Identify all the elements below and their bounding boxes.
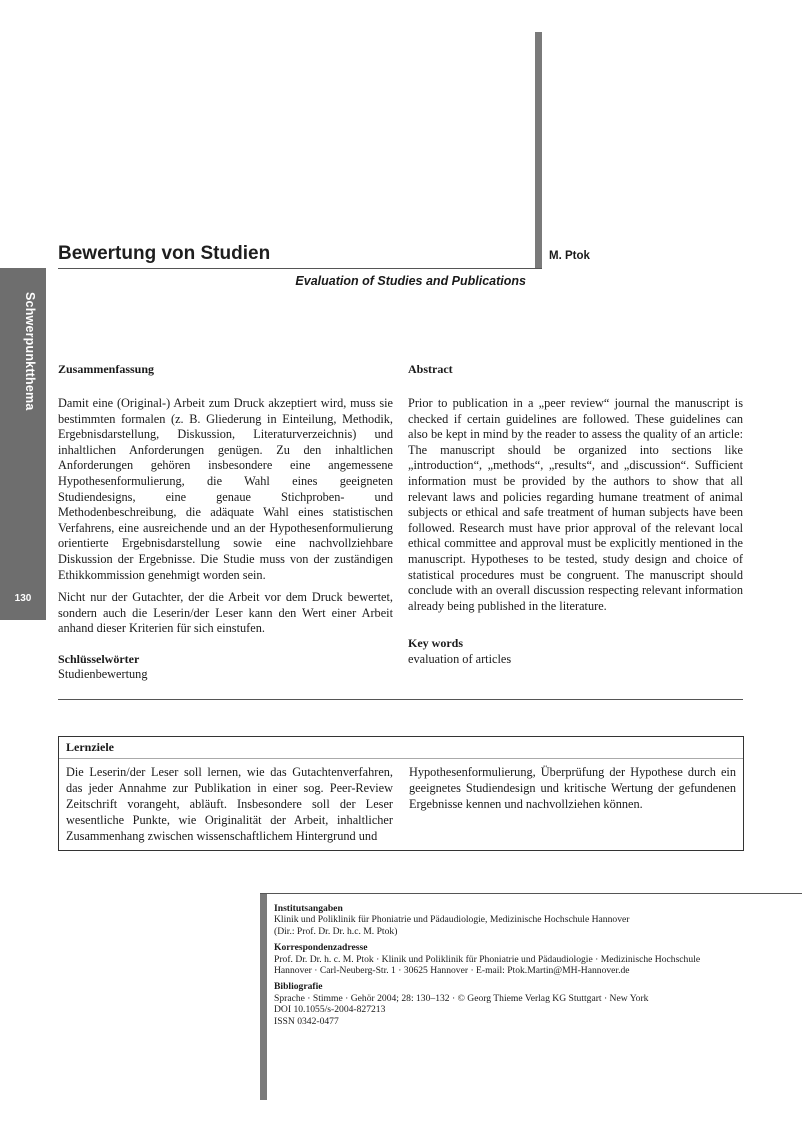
bibliografie-block	[274, 981, 774, 1027]
bibliografie-line: ISSN 0342-0477	[274, 1015, 339, 1027]
lernziele-text-right: Hypothesenformulierung, Überprüfung der Hypothese durch ein geeignetes Studiendesign und kritische Wertung der gefundenen Ergebnisse kennen und nachvollziehen können.	[409, 765, 736, 811]
info-block	[274, 903, 774, 1032]
lernziele-divider	[59, 758, 743, 759]
schluesselwoerter-value: Studienbewertung	[58, 667, 148, 681]
info-rule	[260, 893, 802, 894]
bibliografie-heading: Bibliografie	[274, 981, 323, 993]
abstract-paragraph: Prior to publication in a „peer review“ journal the manuscript is checked if certain guidelines are followed. These guidelines can also be kept in mind by the reader to assess the quality of an article: The manuscript should be organized into sections like „introduction“, „methods“, „results“, and „discussion“. Sufficient information must be provided by the authors to show that all relevant laws and policies regarding humane treatment of animal subjects or ethical and safe treatment of human subjects have been followed. Research must have prior approval of the relevant local ethical committee and approval must be explicitly mentioned in the manuscript. Hypotheses to be tested, study design and choice of statistical procedures must be congruent. The manuscript should conclude with an overall discussion respecting relevant information already being published in the literature.	[408, 396, 743, 613]
article-subtitle: Evaluation of Studies and Publications	[295, 274, 526, 288]
bibliografie-line: DOI 10.1055/s-2004-827213	[274, 1004, 386, 1016]
lernziele-text-left: Die Leserin/der Leser soll lernen, wie das Gutachtenverfahren, das jeder Annahme zur Publikation in einer sog. Peer-Review Zeitschrift vorangeht, abläuft. Insbesondere soll der Leser wesentliche Punkte, wie Originalität der Arbeit, inhaltlicher Zusammenhang zwischen wissenschaftlichem Hintergrund und	[66, 765, 393, 843]
zusammenfassung-paragraph-2: Nicht nur der Gutachter, der die Arbeit vor dem Druck bewertet, sondern auch die Leserin/der Leser kann den Wert einer Arbeit anhand dieser Kriterien für sich einstufen.	[58, 590, 393, 636]
header-vertical-bar	[535, 32, 542, 268]
lernziele-box	[58, 736, 744, 851]
zusammenfassung-paragraph-1: Damit eine (Original-) Arbeit zum Druck akzeptiert wird, muss sie bestimmten formalen (z. B. Gliederung in Einteilung, Methodik, Ergebnisdarstellung, Diskussion, Literaturverzeichnis) und inhaltlichen Anforderungen genügen. Zu den inhaltlichen Anforderungen gehören insbesondere eine angemessene Hypothesenformulierung, die Wahl eines geeigneten Studiendesigns, eine genaue Stichproben- und Methodenbeschreibung, die adäquate Wahl eines statistischen Verfahrens, eine ausreichende und an der Hypothesenformulierung orientierte Ergebnisdarstellung sowie eine nachvollziehbare Diskussion der Ergebnisse. Die Studie muss von der zuständigen Ethikkommission genehmigt worden sein.	[58, 396, 393, 582]
article-title: Bewertung von Studien	[58, 243, 271, 264]
abstract-heading: Abstract	[408, 362, 453, 376]
institut-line: Klinik und Poliklinik für Phoniatrie und Pädaudiologie, Medizinische Hochschule Hannover	[274, 914, 630, 926]
zusammenfassung-heading: Zusammenfassung	[58, 362, 155, 376]
korrespondenz-line: Prof. Dr. Dr. h. c. M. Ptok · Klinik und Poliklinik für Phoniatrie und Pädaudiologie · Medizinische Hochschule	[274, 953, 701, 965]
article-author: M. Ptok	[549, 250, 590, 262]
korrespondenz-heading: Korrespondenzadresse	[274, 942, 368, 954]
page-number: 130	[14, 593, 32, 604]
title-rule	[58, 268, 542, 269]
key-words-heading: Key words	[408, 636, 463, 650]
key-words-value: evaluation of articles	[408, 652, 512, 666]
schluesselwoerter-heading: Schlüsselwörter	[58, 652, 140, 666]
korrespondenz-block	[274, 942, 774, 976]
institut-block	[274, 903, 774, 937]
lernziele-heading: Lernziele	[66, 740, 114, 754]
section-separator	[58, 699, 743, 700]
institut-line: (Dir.: Prof. Dr. Dr. h.c. M. Ptok)	[274, 925, 398, 937]
section-label: Schwerpunktthema	[23, 292, 37, 411]
institut-heading: Institutsangaben	[274, 903, 343, 914]
info-vertical-bar	[260, 893, 267, 1100]
bibliografie-line: Sprache · Stimme · Gehör 2004; 28: 130–132 · © Georg Thieme Verlag KG Stuttgart · New York	[274, 992, 649, 1004]
korrespondenz-line: Hannover · Carl-Neuberg-Str. 1 · 30625 Hannover · E-mail: Ptok.Martin@MH-Hannover.de	[274, 965, 630, 977]
